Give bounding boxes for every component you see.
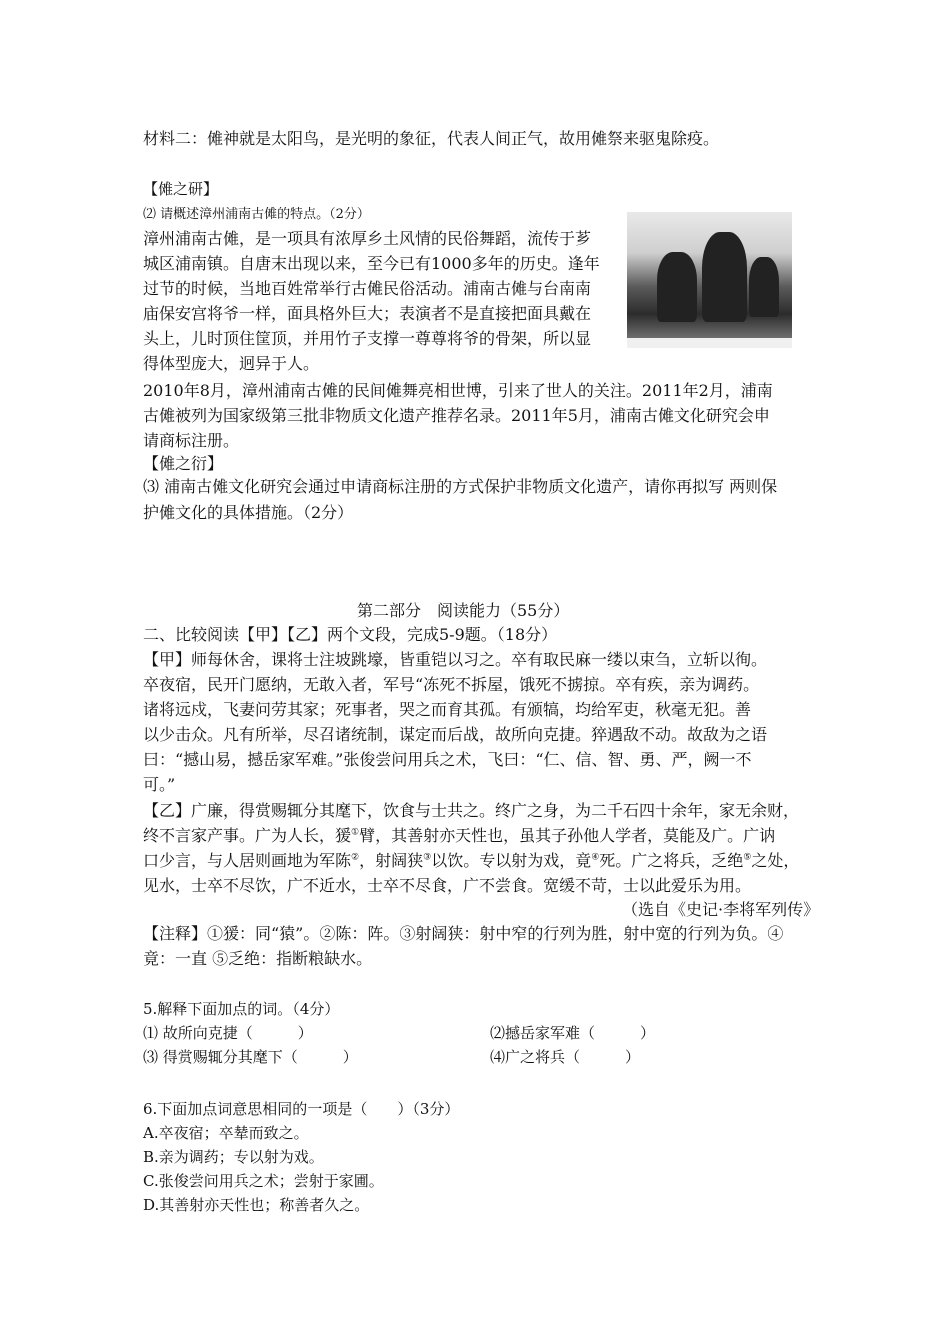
q5-item: ⑷广之将兵（ ） <box>490 1048 641 1066</box>
question-3-line: 护傩文化的具体措施。（2分） <box>143 503 354 522</box>
material-two: 材料二：傩神就是太阳鸟，是光明的象征，代表人间正气，故用傩祭来驱鬼除疫。 <box>143 129 720 148</box>
nuo-yan-heading: 【傩之研】 <box>143 180 219 198</box>
q5-title: 5.解释下面加点的词。（4分） <box>143 1000 340 1018</box>
question-2: ⑵ 请概述漳州浦南古傩的特点。（2分） <box>143 207 370 222</box>
jia-line: 诸将远戍，飞妻问劳其家；死事者，哭之而育其孤。有颁犒，均给军吏，秋毫无犯。善 <box>143 700 752 719</box>
para2-line: 古傩被列为国家级第三批非物质文化遗产推荐名录。2011年5月，浦南古傩文化研究会申 <box>143 406 770 425</box>
para-line: 城区浦南镇。自唐末出现以来，至今已有1000多年的历史。逢年 <box>143 254 600 273</box>
jia-line: 以少击众。凡有所举，尽召诸统制，谋定而后战，故所向克捷。猝遇敌不动。故敌为之语 <box>143 725 768 744</box>
q6-option: D.其善射亦天性也；称善者久之。 <box>143 1196 370 1214</box>
para2-line: 请商标注册。 <box>143 431 240 450</box>
yi-source: （选自《史记·李将军列传》 <box>622 900 820 919</box>
jia-line: 可。” <box>143 775 176 794</box>
q6-option: B.亲为调药；专以射为戏。 <box>143 1148 324 1166</box>
q6-option: A.卒夜宿；卒辇而致之。 <box>143 1124 309 1142</box>
jia-line: 卒夜宿，民开门愿纳，无敢入者，军号“冻死不拆屋，饿死不掳掠。卒有疾，亲为调药。 <box>143 675 760 694</box>
q5-item: ⑶ 得赏赐辄分其麾下（ ） <box>143 1048 358 1066</box>
q5-item: ⑴ 故所向克捷（ ） <box>143 1024 313 1042</box>
para-line: 得体型庞大，迥异于人。 <box>143 354 320 373</box>
yi-line: 【乙】广廉，得赏赐辄分其麾下，饮食与士共之。终广之身，为二千石四十余年，家无余财， <box>143 801 800 820</box>
jia-line: 【甲】师每休舍，课将士注坡跳壕，皆重铠以习之。卒有取民麻一缕以束刍，立斩以徇。 <box>143 650 768 669</box>
nuo-yan2-heading: 【傩之衍】 <box>143 454 224 473</box>
q6-title: 6.下面加点词意思相同的一项是（ ）（3分） <box>143 1100 460 1118</box>
yi-line: 终不言家产事。广为人长，猨①臂，其善射亦天性也，虽其子孙他人学者，莫能及广。广讷 <box>143 826 776 845</box>
yi-line: 口少言，与人居则画地为军陈②，射阔狭③以饮。专以射为戏，竟④死。广之将兵，乏绝⑤之处， <box>143 851 800 870</box>
para2-line: 2010年8月，漳州浦南古傩的民间傩舞亮相世博，引来了世人的关注。2011年2月，浦南 <box>143 381 773 400</box>
question-3-line: ⑶ 浦南古傩文化研究会通过申请商标注册的方式保护非物质文化遗产，请你再拟写 两则保 <box>143 477 778 496</box>
jia-line: 曰：“撼山易，撼岳家军难。”张俊尝问用兵之术，飞曰：“仁、信、智、勇、严，阙一不 <box>143 750 752 769</box>
yi-line: 见水，士卒不尽饮，广不近水，士卒不尽食，广不尝食。宽缓不苛，士以此爱乐为用。 <box>143 876 752 895</box>
notes-line: 竟：一直 ⑤乏绝：指断粮缺水。 <box>143 949 373 968</box>
q5-item: ⑵撼岳家军难（ ） <box>490 1024 656 1042</box>
notes-line: 【注释】①猨：同“猿”。②陈：阵。③射阔狭：射中窄的行列为胜，射中宽的行列为负。④ <box>143 924 784 943</box>
para-line: 庙保安宫将爷一样，面具格外巨大；表演者不是直接把面具戴在 <box>143 304 592 323</box>
para-line: 头上，儿时顶住筐顶，并用竹子支撑一尊尊将爷的骨架，所以显 <box>143 329 592 348</box>
para-line: 漳州浦南古傩，是一项具有浓厚乡土风情的民俗舞蹈，流传于芗 <box>143 229 592 248</box>
para-line: 过节的时候，当地百姓常举行古傩民俗活动。浦南古傩与台南南 <box>143 279 592 298</box>
q6-option: C.张俊尝问用兵之术；尝射于家圃。 <box>143 1172 384 1190</box>
nuo-photo <box>627 212 792 348</box>
part2-title: 第二部分 阅读能力（55分） <box>357 601 570 620</box>
section2-heading: 二、比较阅读【甲】【乙】两个文段，完成5-9题。（18分） <box>143 625 558 644</box>
